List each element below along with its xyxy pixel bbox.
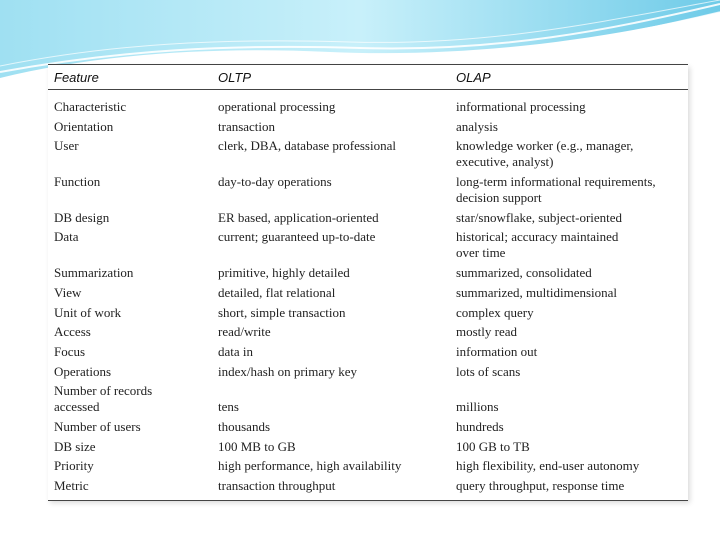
cell-feature (48, 324, 218, 344)
cell-feature-line: View (54, 284, 82, 300)
table-row (48, 458, 688, 478)
cell-oltp (218, 210, 456, 230)
cell-olap (456, 478, 688, 501)
cell-olap (456, 229, 688, 265)
table-row (48, 229, 688, 265)
cell-feature (48, 419, 218, 439)
table-row (48, 138, 688, 174)
cell-oltp-line: thousands (218, 418, 270, 434)
cell-olap-line: hundreds (456, 418, 504, 434)
table-row (48, 285, 688, 305)
cell-olap-line: over time (456, 245, 506, 261)
cell-feature (48, 174, 218, 210)
table-row (48, 324, 688, 344)
table-row (48, 419, 688, 439)
cell-oltp-line: high performance, high availability (218, 458, 402, 474)
cell-feature-line: DB size (54, 438, 96, 454)
cell-olap (456, 119, 688, 139)
cell-feature-line: accessed (54, 399, 100, 415)
cell-oltp-line: transaction (218, 118, 276, 134)
cell-feature (48, 138, 218, 174)
cell-feature-line: DB design (54, 209, 110, 225)
table-header-row (48, 65, 688, 90)
cell-feature (48, 285, 218, 305)
cell-feature (48, 305, 218, 325)
cell-olap-line: analysis (456, 118, 498, 134)
cell-olap (456, 439, 688, 459)
cell-feature (48, 119, 218, 139)
cell-olap-line (456, 383, 688, 399)
cell-olap-line: decision support (456, 190, 542, 206)
cell-oltp-line: current; guaranteed up-to-date (218, 229, 376, 245)
cell-olap (456, 364, 688, 384)
cell-olap-line: historical; accuracy maintained (456, 229, 619, 245)
cell-olap (456, 210, 688, 230)
cell-oltp-line (218, 383, 456, 399)
cell-olap-line: long-term informational requirements, (456, 174, 656, 190)
cell-oltp-line: index/hash on primary key (218, 363, 357, 379)
cell-feature-line: Focus (54, 343, 86, 359)
cell-feature-line: Orientation (54, 118, 114, 134)
cell-feature (48, 383, 218, 419)
cell-olap-line: star/snowflake, subject-oriented (456, 209, 623, 225)
cell-feature-line: Operations (54, 363, 112, 379)
cell-olap (456, 324, 688, 344)
cell-oltp-line: tens (218, 399, 239, 415)
table-row (48, 478, 688, 501)
cell-feature (48, 344, 218, 364)
cell-oltp-line: clerk, DBA, database professional (218, 138, 396, 154)
cell-olap-line: summarized, multidimensional (456, 284, 618, 300)
table-row (48, 344, 688, 364)
cell-feature (48, 229, 218, 265)
cell-oltp-line: read/write (218, 324, 271, 340)
cell-feature-line: Characteristic (54, 99, 127, 114)
cell-oltp (218, 138, 456, 174)
cell-feature-line: Summarization (54, 265, 134, 281)
cell-feature (48, 478, 218, 501)
cell-oltp-line: short, simple transaction (218, 304, 346, 320)
cell-feature (48, 90, 218, 119)
cell-olap-line: knowledge worker (e.g., manager, (456, 138, 634, 154)
table-body (48, 90, 688, 501)
cell-oltp (218, 119, 456, 139)
cell-olap-line: mostly read (456, 324, 518, 340)
table-row (48, 265, 688, 285)
cell-oltp (218, 439, 456, 459)
cell-oltp (218, 305, 456, 325)
cell-feature (48, 458, 218, 478)
cell-oltp-line: ER based, application-oriented (218, 209, 379, 225)
cell-olap (456, 285, 688, 305)
cell-feature-line: Number of users (54, 418, 141, 434)
cell-olap-line: executive, analyst) (456, 154, 554, 170)
cell-olap (456, 90, 688, 119)
cell-oltp-line: day-to-day operations (218, 174, 332, 190)
comparison-table-container (48, 64, 688, 500)
cell-feature (48, 439, 218, 459)
cell-oltp (218, 458, 456, 478)
table-row (48, 210, 688, 230)
cell-olap (456, 174, 688, 210)
cell-oltp (218, 174, 456, 210)
cell-feature (48, 265, 218, 285)
cell-oltp (218, 265, 456, 285)
table-row (48, 90, 688, 119)
cell-olap (456, 419, 688, 439)
cell-oltp (218, 90, 456, 119)
header-oltp: OLTP (218, 65, 456, 90)
cell-feature-line: Access (54, 324, 91, 340)
cell-oltp (218, 229, 456, 265)
cell-oltp-line: primitive, highly detailed (218, 265, 350, 281)
cell-olap (456, 344, 688, 364)
cell-feature-line: Unit of work (54, 304, 122, 320)
cell-feature-line: Priority (54, 458, 94, 474)
cell-olap-line: query throughput, response time (456, 478, 625, 493)
cell-feature-line: Data (54, 229, 79, 245)
cell-olap-line: complex query (456, 304, 534, 320)
cell-feature-line: Function (54, 174, 101, 190)
cell-oltp (218, 364, 456, 384)
cell-olap-line: high flexibility, end-user autonomy (456, 458, 640, 474)
cell-oltp (218, 285, 456, 305)
cell-feature (48, 210, 218, 230)
table-row (48, 174, 688, 210)
cell-oltp (218, 383, 456, 419)
cell-olap-line: informational processing (456, 99, 586, 114)
cell-olap (456, 265, 688, 285)
cell-oltp (218, 324, 456, 344)
cell-oltp-line: transaction throughput (218, 478, 336, 493)
cell-olap-line: summarized, consolidated (456, 265, 592, 281)
cell-feature-line: Metric (54, 478, 89, 493)
table-row (48, 305, 688, 325)
cell-olap (456, 138, 688, 174)
cell-olap-line: information out (456, 343, 538, 359)
cell-olap-line: 100 GB to TB (456, 438, 530, 454)
cell-olap (456, 305, 688, 325)
cell-oltp (218, 344, 456, 364)
table-row (48, 119, 688, 139)
cell-feature (48, 364, 218, 384)
cell-oltp-line: 100 MB to GB (218, 438, 296, 454)
cell-olap-line: lots of scans (456, 363, 521, 379)
header-olap: OLAP (456, 65, 688, 90)
oltp-olap-comparison-table (48, 64, 688, 501)
table-row (48, 439, 688, 459)
table-row (48, 364, 688, 384)
cell-feature-line: User (54, 138, 79, 154)
cell-oltp (218, 419, 456, 439)
cell-oltp (218, 478, 456, 501)
cell-oltp-line: detailed, flat relational (218, 284, 336, 300)
cell-olap-line: millions (456, 399, 499, 415)
header-feature: Feature (48, 65, 218, 90)
cell-olap (456, 458, 688, 478)
cell-oltp-line: data in (218, 343, 254, 359)
cell-feature-line: Number of records (54, 383, 153, 399)
cell-olap (456, 383, 688, 419)
table-row (48, 383, 688, 419)
cell-oltp-line: operational processing (218, 99, 336, 114)
